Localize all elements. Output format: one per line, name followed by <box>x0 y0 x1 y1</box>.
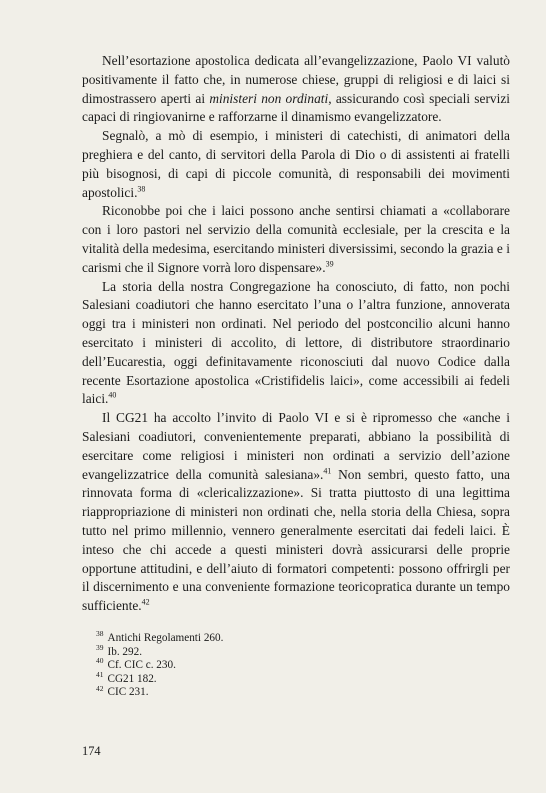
footnote-ref: 40 <box>108 390 117 400</box>
footnote-text: Cf. CIC c. 230. <box>107 659 176 672</box>
footnote <box>96 670 506 687</box>
footnote-ref: 39 <box>325 259 334 269</box>
footnote <box>96 629 506 646</box>
paragraph-text: Riconobbe poi che i laici possono anche sentirsi chiamati a «collaborare con i loro pastori nel servizio della comunità ecclesiale, per la crescita e la vitalità della medesima, esercitando ministeri diversissimi, secondo la grazia e i carismi che il Signore vorrà loro dispensare». <box>82 203 510 275</box>
paragraph <box>82 202 510 277</box>
footnote-ref: 41 <box>323 466 332 476</box>
footnote-ref: 42 <box>141 597 150 607</box>
footnote-ref: 38 <box>137 184 146 194</box>
paragraph <box>82 278 510 410</box>
footnote-text: Ib. 292. <box>107 645 142 658</box>
body-text <box>82 52 510 616</box>
page-number: 174 <box>82 744 101 758</box>
footnote-number: 41 <box>96 670 104 680</box>
footnote-number: 39 <box>96 642 104 652</box>
paragraph <box>82 52 510 127</box>
paragraph-text: , assicurando così speciali servizi capaci di ringiovanirne e rafforzarne il dinamismo evangelizzatore. <box>82 90 510 125</box>
paragraph-text: La storia della nostra Congregazione ha conosciuto, di fatto, non pochi Salesiani coadiutori che hanno esercitato l’una o l’altra funzione, annoverata oggi tra i ministeri non ordinati. Nel periodo del postconcilio alcuni hanno esercitato i ministeri di accolito, di lettore, di distributore straordinario dell’Eucarestia, oggi definitavamente riconosciuti dal nuovo Codice dalla recente Esortazione apostolica «Cristifidelis laici», come accessibili ai fedeli laici. <box>82 278 510 407</box>
paragraph-text: Il CG21 ha accolto l’invito di Paolo VI e si è ripromesso che «anche i Salesiani coadiutori, convenientemente preparati, abbiano la possibilità di esercitare come religiosi i ministeri non ordinati a servizio dell’azione evangelizzatrice della comunità salesiana». <box>82 410 510 482</box>
footnote-number: 40 <box>96 656 104 666</box>
footnote <box>96 656 506 673</box>
footnote-text: CIC 231. <box>107 686 149 699</box>
paragraph-text: Non sembri, questo fatto, una rinnovata forma di «clericalizzazione». Si tratta piuttosto di una legittima riappropriazione di ministeri non ordinati che, nella storia della Chiesa, sopra tutto nel primo millennio, vennero generalmente esercitati dai fedeli laici. È inteso che chi accede a questi ministeri dovrà assicurarsi delle proprie opportune attitudini, e dell’aiuto di formatori competenti: possono offrirgli per il discernimento e una conveniente formazione teoricopratica durante un tempo sufficiente. <box>82 466 510 614</box>
paragraph-text: Segnalò, a mò di esempio, i ministeri di catechisti, di animatori della preghiera e del canto, di servitori della Parola di Dio o di assistenti ai fratelli più bisognosi, di capi di piccole comunità, di responsabili dei movimenti apostolici. <box>82 128 510 200</box>
paragraph <box>82 409 510 616</box>
footnote-number: 38 <box>96 629 104 639</box>
footnote-number: 42 <box>96 683 104 693</box>
footnote-text: CG21 182. <box>107 672 157 685</box>
paragraph <box>82 127 510 202</box>
footnotes <box>96 629 506 700</box>
footnote <box>96 642 506 660</box>
footnote-text: Antichi Regolamenti 260. <box>107 632 224 644</box>
paragraph-text: Nell’esortazione apostolica dedicata all’evangelizzazione, Paolo VI valutò positivamente il fatto che, in numerose chiese, gruppi di religiosi e di laici si dimostrassero aperti ai <box>82 53 510 106</box>
italic-term: ministeri non ordinati <box>209 90 329 106</box>
footnote <box>96 683 506 700</box>
